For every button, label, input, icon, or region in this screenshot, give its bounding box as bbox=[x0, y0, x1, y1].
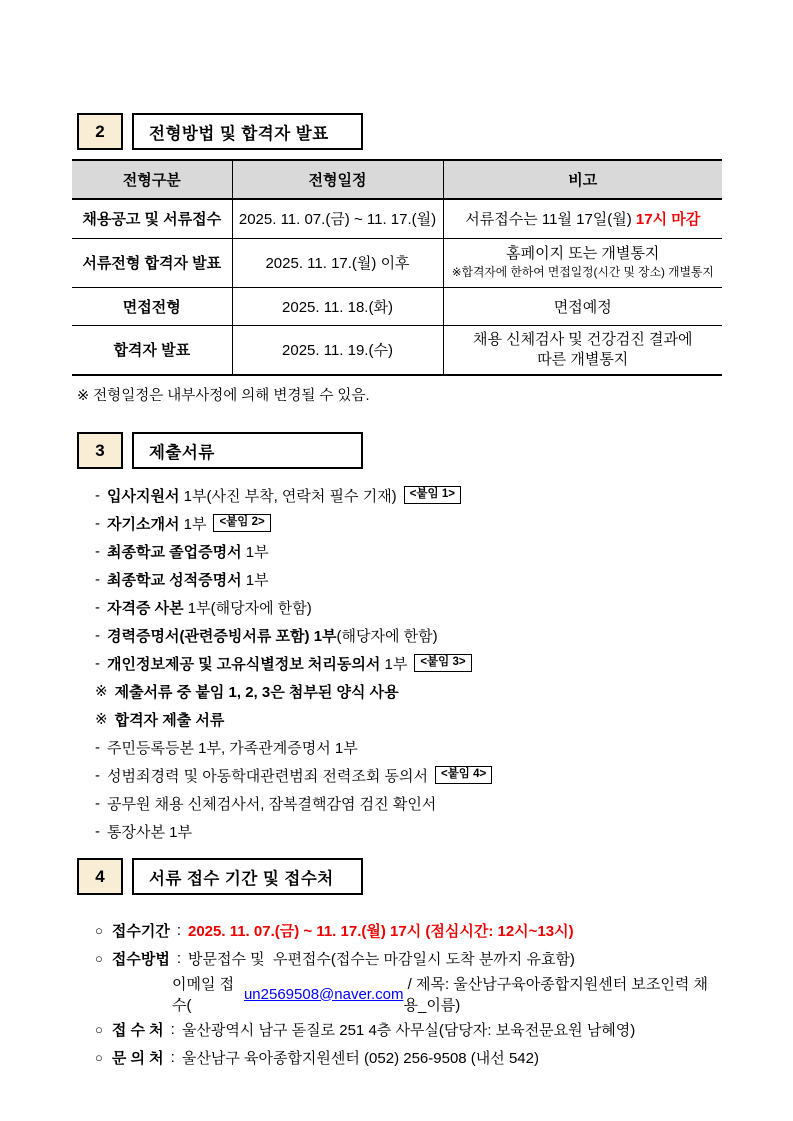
section-2-title: 전형방법 및 합격자 발표 bbox=[132, 113, 363, 150]
list-item bbox=[95, 761, 722, 789]
list-marker: - bbox=[95, 486, 100, 504]
item-text: 1부 bbox=[380, 655, 408, 673]
label-separator: : bbox=[176, 950, 181, 968]
attachment-3-badge: <붙임 3> bbox=[414, 654, 471, 672]
circle-bullet-icon: ○ bbox=[95, 922, 103, 938]
list-marker: ※ bbox=[95, 711, 108, 728]
cell-note bbox=[443, 238, 722, 287]
item-text: 통장사본 1부 bbox=[107, 823, 192, 841]
list-marker: - bbox=[95, 654, 100, 672]
contact-label: 문 의 처 bbox=[111, 1050, 164, 1068]
table-header-row bbox=[72, 160, 722, 199]
header-cell-schedule: 전형일정 bbox=[232, 160, 443, 199]
list-marker: - bbox=[95, 738, 100, 756]
list-marker: - bbox=[95, 514, 100, 532]
attachment-4-badge: <붙임 4> bbox=[435, 766, 492, 784]
list-marker: - bbox=[95, 766, 100, 784]
circle-bullet-icon: ○ bbox=[95, 1050, 103, 1066]
list-marker: - bbox=[95, 794, 100, 812]
label-separator: : bbox=[176, 921, 181, 939]
section-4-number-box: 4 bbox=[77, 858, 123, 895]
attachment-2-badge: <붙임 2> bbox=[213, 514, 270, 532]
table-row bbox=[72, 325, 722, 375]
email-link[interactable]: un2569508@naver.com bbox=[243, 985, 404, 1003]
cell-schedule: 2025. 11. 19.(수) bbox=[232, 325, 443, 375]
submission-documents-list bbox=[95, 481, 722, 845]
item-text: 1부(해당자에 한함) bbox=[183, 599, 312, 617]
section-3-title: 제출서류 bbox=[132, 432, 363, 469]
cell-note: 면접예정 bbox=[443, 287, 722, 325]
table-row bbox=[72, 238, 722, 287]
table-row bbox=[72, 199, 722, 238]
section-4-title: 서류 접수 기간 및 접수처 bbox=[132, 858, 363, 895]
list-item bbox=[95, 677, 722, 705]
item-title: 자기소개서 bbox=[107, 515, 180, 533]
contact-value: 울산남구 육아종합지원센터 (052) 256-9508 (내선 542) bbox=[181, 1050, 539, 1068]
list-item bbox=[95, 621, 722, 649]
cell-schedule: 2025. 11. 17.(월) 이후 bbox=[232, 238, 443, 287]
address-value: 울산광역시 남구 돋질로 251 4층 사무실(담당자: 보육전문요원 남혜영) bbox=[181, 1021, 636, 1039]
item-text: 성범죄경력 및 아동학대관련범죄 전력조회 동의서 bbox=[107, 767, 428, 785]
list-item bbox=[95, 537, 722, 565]
note-subtext: ※합격자에 한하여 면접일정(시간 및 장소) 개별통지 bbox=[451, 264, 714, 279]
section-3-header bbox=[77, 432, 722, 469]
reception-address-line bbox=[95, 1015, 722, 1044]
section-2-number-box: 2 bbox=[77, 113, 123, 150]
list-marker: ※ bbox=[95, 683, 108, 700]
item-title: 경력증명서(관련증빙서류 포함) 1부 bbox=[107, 627, 337, 645]
item-text: 공무원 채용 신체검사서, 잠복결핵감염 검진 확인서 bbox=[107, 795, 437, 813]
list-item bbox=[95, 733, 722, 761]
circle-bullet-icon: ○ bbox=[95, 951, 103, 967]
note-text: 홈페이지 또는 개별통지 bbox=[506, 245, 660, 263]
item-title: 입사지원서 bbox=[107, 487, 180, 505]
item-title: 최종학교 성적증명서 bbox=[107, 571, 242, 589]
cell-schedule: 2025. 11. 07.(금) ~ 11. 17.(월) bbox=[232, 199, 443, 238]
table-footnote: ※ 전형일정은 내부사정에 의해 변경될 수 있음. bbox=[77, 388, 370, 404]
reception-info bbox=[95, 916, 722, 1072]
item-title: 개인정보제공 및 고유식별정보 처리동의서 bbox=[107, 655, 381, 673]
list-marker: - bbox=[95, 626, 100, 644]
list-item bbox=[95, 705, 722, 733]
list-item bbox=[95, 565, 722, 593]
attachment-1-badge: <붙임 1> bbox=[404, 486, 461, 504]
schedule-table bbox=[72, 159, 722, 376]
method-label: 접수방법 bbox=[111, 951, 170, 969]
item-text: (해당자에 한함) bbox=[336, 627, 438, 645]
list-marker: - bbox=[95, 570, 100, 588]
section-3-number-box: 3 bbox=[77, 432, 123, 469]
cell-category: 채용공고 및 서류접수 bbox=[82, 211, 222, 229]
list-item bbox=[95, 593, 722, 621]
list-item bbox=[95, 789, 722, 817]
note-text: 서류접수는 11월 17일(월) bbox=[465, 211, 636, 229]
section-4-header bbox=[77, 858, 722, 895]
list-item bbox=[95, 509, 722, 537]
note-text: 따른 개별통지 bbox=[537, 350, 629, 368]
cell-note bbox=[443, 199, 722, 238]
reception-method-line bbox=[95, 945, 722, 974]
item-title: 최종학교 졸업증명서 bbox=[107, 543, 242, 561]
item-text: 주민등록등본 1부, 가족관계증명서 1부 bbox=[107, 739, 358, 757]
email-prefix: 이메일 접수( bbox=[172, 976, 235, 1014]
period-value: 2025. 11. 07.(금) ~ 11. 17.(월) 17시 (점심시간: 12시~13시) bbox=[188, 922, 574, 940]
address-label: 접 수 처 bbox=[111, 1021, 164, 1039]
reception-email-line bbox=[95, 973, 722, 1015]
section-2-header bbox=[77, 113, 722, 150]
item-title: 제출서류 중 붙임 1, 2, 3은 첨부된 양식 사용 bbox=[114, 683, 399, 701]
reception-contact-line bbox=[95, 1044, 722, 1073]
item-text: 1부 bbox=[179, 515, 207, 533]
list-marker: - bbox=[95, 598, 100, 616]
header-cell-note: 비고 bbox=[443, 160, 722, 199]
note-text: 채용 신체검사 및 건강검진 결과에 bbox=[472, 330, 693, 348]
method-value: 방문접수 및 우편접수(접수는 마감일시 도착 분까지 유효함) bbox=[188, 951, 575, 969]
circle-bullet-icon: ○ bbox=[95, 1021, 103, 1037]
header-cell-category: 전형구분 bbox=[72, 160, 232, 199]
item-text: 1부 bbox=[241, 571, 269, 589]
period-label: 접수기간 bbox=[111, 922, 170, 940]
label-separator: : bbox=[170, 1020, 175, 1038]
reception-period-line bbox=[95, 916, 722, 945]
deadline-highlight: 17시 마감 bbox=[635, 211, 701, 229]
table-row bbox=[72, 287, 722, 325]
list-item bbox=[95, 649, 722, 677]
list-item bbox=[95, 481, 722, 509]
cell-schedule: 2025. 11. 18.(화) bbox=[232, 287, 443, 325]
cell-category: 서류전형 합격자 발표 bbox=[72, 238, 232, 287]
item-title: 합격자 제출 서류 bbox=[114, 711, 225, 729]
list-item bbox=[95, 817, 722, 845]
email-suffix: / 제목: 울산남구육아종합지원센터 보조인력 채용_이름) bbox=[403, 976, 708, 1014]
cell-category: 면접전형 bbox=[72, 287, 232, 325]
item-title: 자격증 사본 bbox=[107, 599, 184, 617]
item-text: 1부(사진 부착, 연락처 필수 기재) bbox=[179, 487, 397, 505]
item-text: 1부 bbox=[241, 543, 269, 561]
list-marker: - bbox=[95, 822, 100, 840]
label-separator: : bbox=[170, 1049, 175, 1067]
list-marker: - bbox=[95, 542, 100, 560]
cell-category: 합격자 발표 bbox=[72, 325, 232, 375]
cell-note bbox=[443, 325, 722, 375]
